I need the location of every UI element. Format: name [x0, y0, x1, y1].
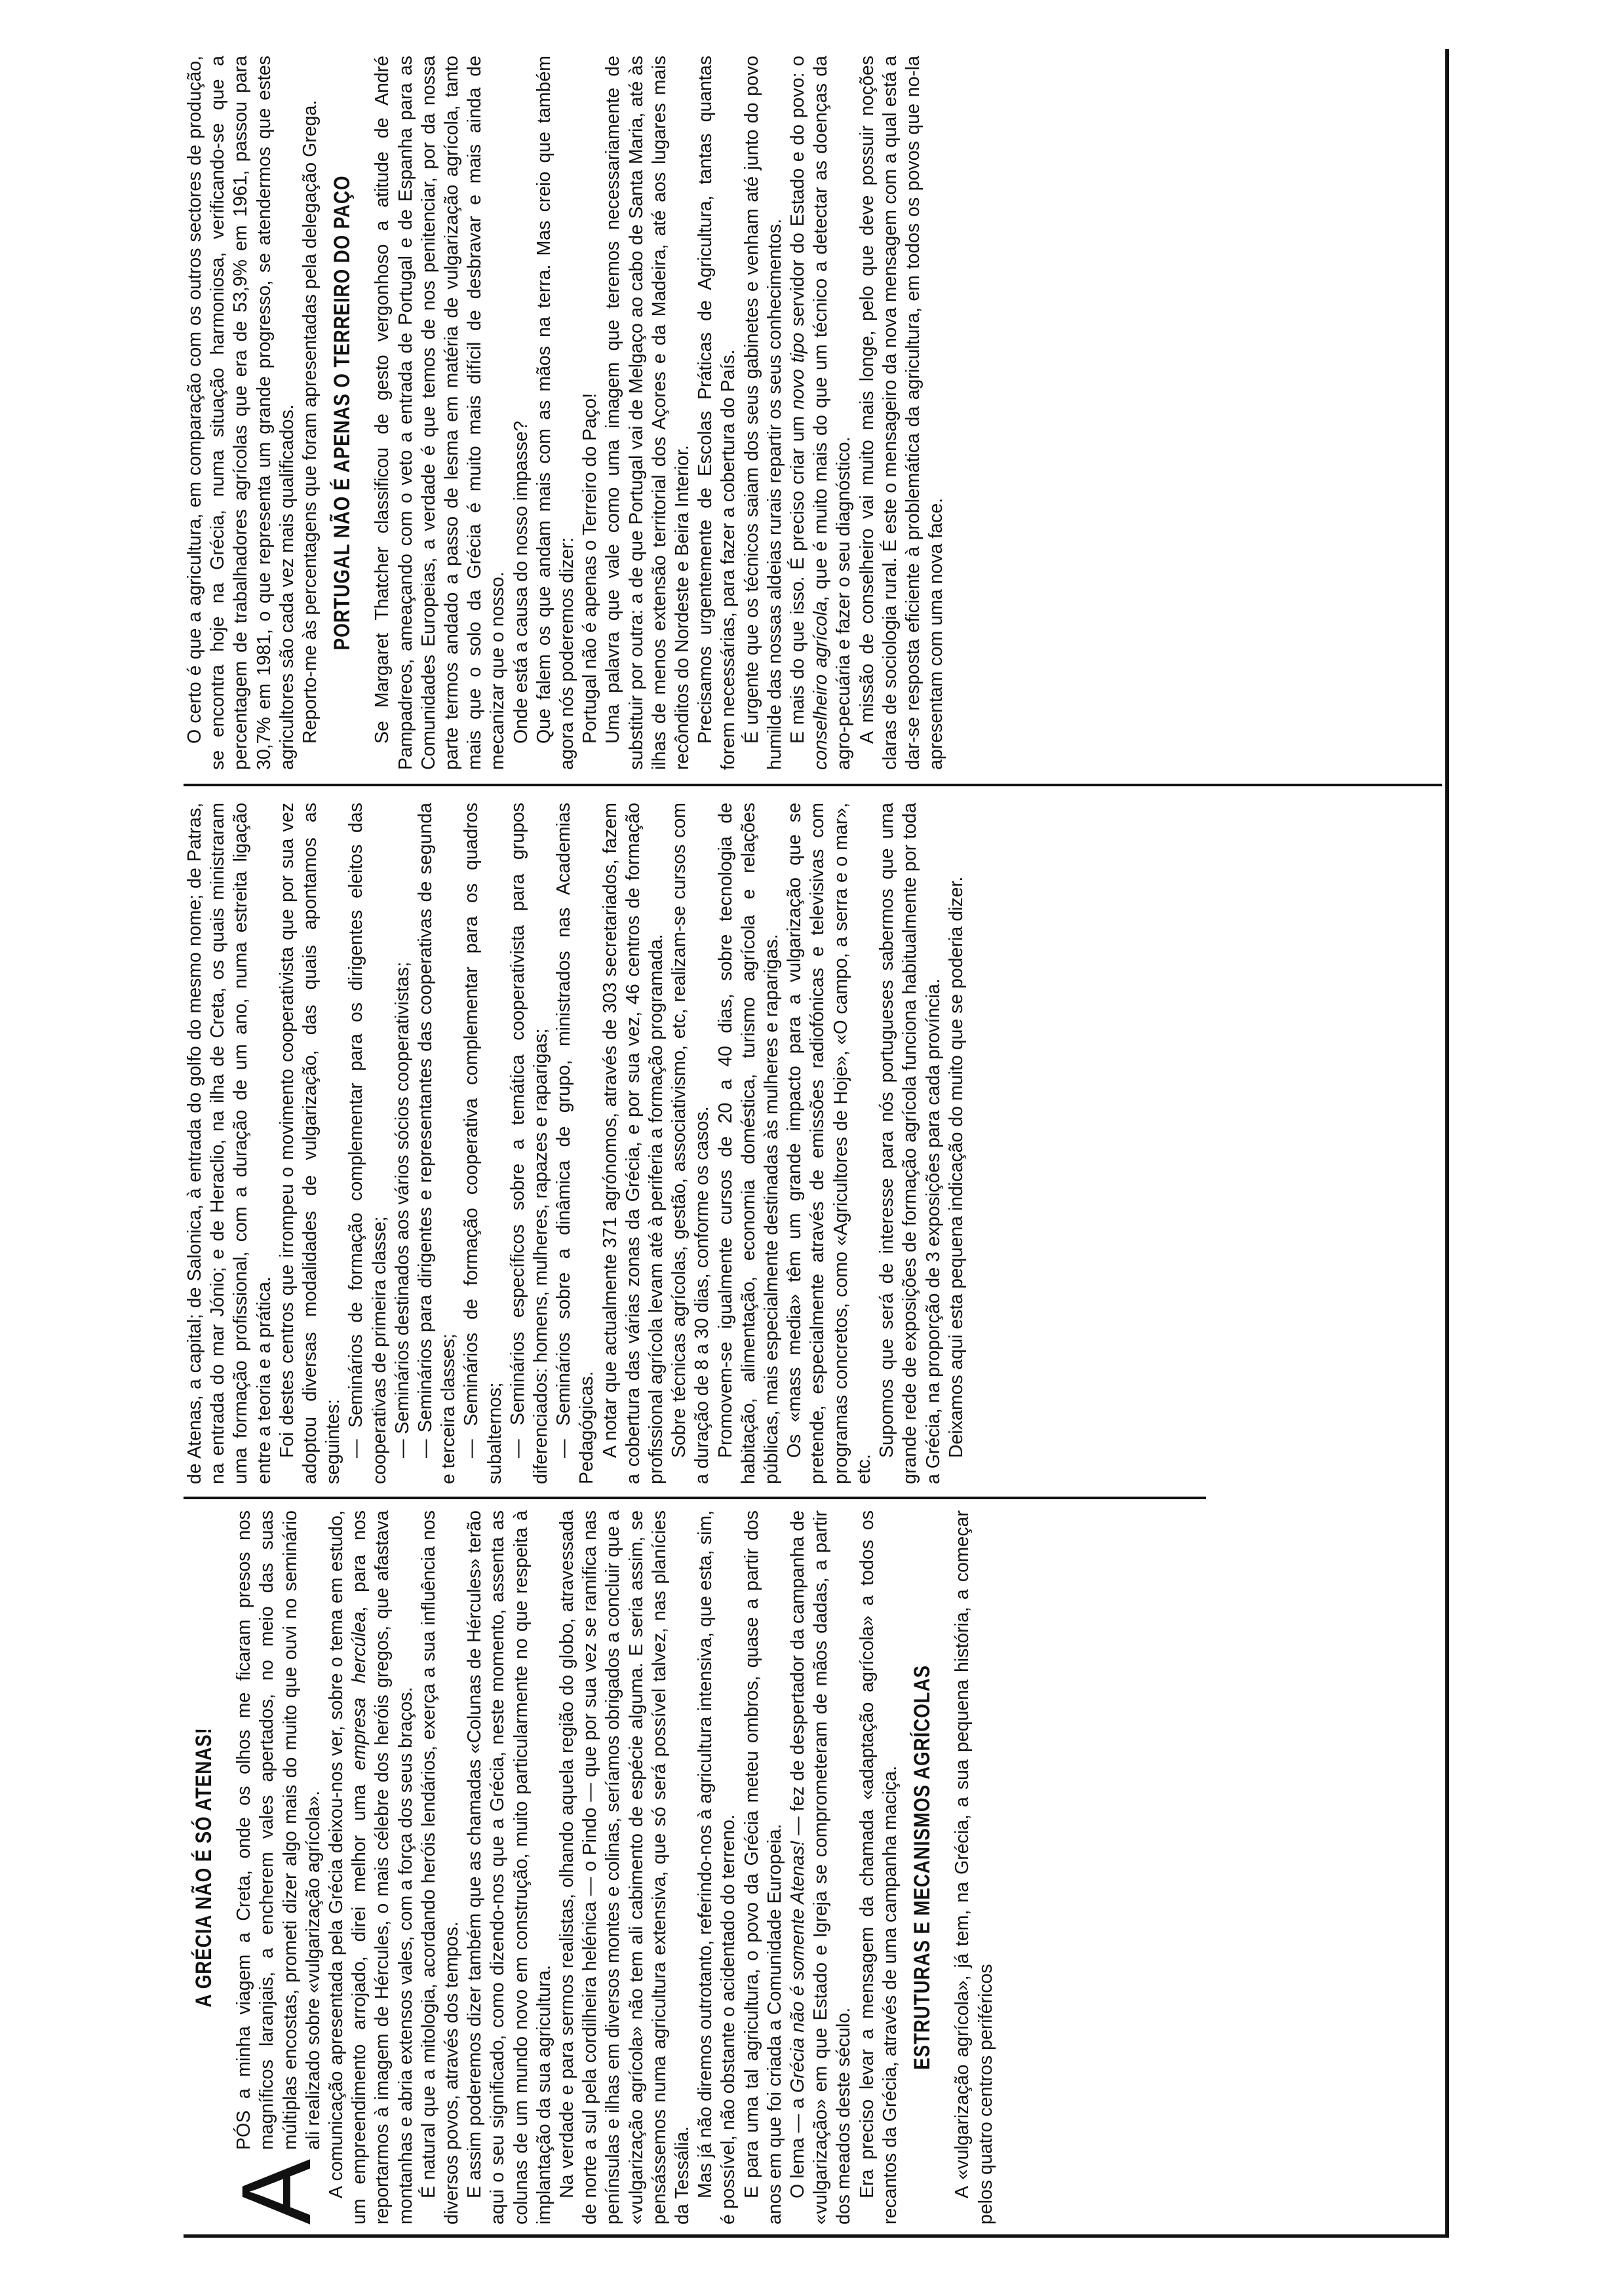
list-item: — Seminários de formação cooperativa complementar para os quadros subalternos;: [461, 803, 505, 1484]
paragraph: A «vulgarização agrícola», já tem, na Grécia, a sua pequena história, a começar pelos quatro centros periféricos: [952, 1510, 996, 2225]
paragraph: A missão de conselheiro vai muito mais longe, pelo que deve possuir noções claras de sociologia rural. É este o mensageiro da nova mensagem com a qual está a dar-se resposta eficiente à problemática da agricultura, em todos os povos que no-la apresentam com uma nova face.: [856, 56, 947, 770]
paragraph: E assim poderemos dizer também que as chamadas «Colunas de Hércules» terão aqui o seu significado, como dizendo-nos que a Grécia, neste momento, assenta as colunas de um mundo novo em construção, muito particularmente no que respeita à implantação da sua agricultura.: [464, 1510, 555, 2225]
paragraph: Se Margaret Thatcher classificou de gesto vergonhoso a atitude de André Pampadreos, ameaçando com o veto a entrada de Portugal e de Espanha para as Comunidades Europeias, a verdade é que temos de nos penitenciar, por da nossa parte termos andado a passo de lesma em matéria de vulgarização agrícola, tanto mais que o solo da Grécia é muito mais difícil de desbravar e mais ainda de mecanizar que o nosso.: [372, 56, 509, 770]
list-item: — Seminários sobre a dinâmica de grupo, ministrados nas Academias Pedagógicas.: [553, 803, 598, 1484]
list-item: — Seminários específicos sobre a temática cooperativista para grupos diferenciados: homens, mulheres, rapazes e raparigas;: [507, 803, 552, 1484]
paragraph: A PÓS a minha viagem a Creta, onde os olhos me ficaram presos nos magníficos laranjais, a encherem vales apertados, no meio das suas múltiplas encostas, prometi dizer algo mais do muito que ouvi no seminário ali realizado sobre «vulgarização agrícola».: [221, 1510, 332, 2225]
paragraph: Reporto-me às percentagens que foram apresentadas pela delegação Grega.: [300, 100, 321, 744]
article-column-3: [184, 56, 1442, 770]
list-item: — Seminários destinados aos vários sócios cooperativistas;: [391, 961, 413, 1458]
article-column-1: [184, 1510, 1442, 2225]
section-heading: A GRÉCIA NÃO É SÓ ATENAS!: [191, 1727, 216, 2008]
column-divider: [184, 784, 1442, 786]
paragraph: Na verdade e para sermos realistas, olhando aquela região do globo, atravessada de norte a sul pela cordilheira helénica — o Pindo — que por sua vez se ramifica nas penínsulas e ilhas em diversos montes e colinas, seríamos obrigados a concluir que a «vulgarização agrícola» não tem ali cabimento de espécie alguma. E seria assim, se pensássemos numa agricultura extensiva, que só será possível talvez, nas planícies da Tessália.: [556, 1510, 693, 2225]
paragraph: de Atenas, a capital; de Salonica, à entrada do golfo do mesmo nome; de Patras, na entrada do mar Jónio; e de Heraclio, na ilha de Creta, os quais ministraram uma formação profissional, com a duração de um ano, numa estreita ligação entre a teoria e a prática.: [184, 803, 275, 1484]
drop-cap: A: [221, 2158, 332, 2225]
paragraph: Portugal não é apenas o Terreiro do Paço!: [579, 392, 601, 744]
paragraph: Promovem-se igualmente cursos de 20 a 40 dias, sobre tecnologia de habitação, alimentação, economia doméstica, turismo agrícola e relações públicas, mais especialmente destinadas às mulheres e raparigas.: [714, 803, 783, 1484]
paragraph: Supomos que será de interesse para nós portugueses sabermos que uma grande rede de exposições de formação agrícola funciona habitualmente por toda a Grécia, na proporção de 3 exposições para cada província.: [876, 803, 944, 1484]
paragraph: Foi destes centros que irrompeu o movimento cooperativista que por sua vez adoptou diversas modalidades de vulgarização, das quais apontamos as seguintes:: [276, 803, 344, 1484]
paragraph: A notar que actualmente 371 agrónomos, através de 303 secretariados, fazem a cobertura das várias zonas da Grécia, e por sua vez, 46 centros de formação profissional agrícola levam até à periferia a formação programada.: [599, 803, 667, 1484]
paragraph: A comunicação apresentada pela Grécia deixou-nos ver, sobre o tema em estudo, um empreendimento arrojado, direi melhor uma empresa hercúlea, para nos reportarmos à imagem de Hércules, o mais célebre dos heróis gregos, que afastava montanhas e abria extensos vales, com a força dos seus braços.: [326, 1510, 416, 2225]
paragraph: Os «mass media» têm um grande impacto para a vulgarização que se pretende, especialmente através de emissões radiofónicas e televisivas com programas concretos, como «Agricultores de Hoje», «O campo, a serra e o mar», etc.: [784, 803, 874, 1484]
paragraph: Sobre técnicas agrícolas, gestão, associativismo, etc, realizam-se cursos com a duração de 8 a 30 dias, conforme os casos.: [669, 803, 713, 1484]
paragraph: O certo é que a agricultura, em comparação com os outros sectores de produção, se encontra hoje na Grécia, numa situação harmoniosa, verificando-se que a percentagem de trabalhadores agrícolas que era de 53,9% em 1961, passou para 30,7% em 1981, o que representa um grande progresso, se atendermos que estes agricultores são cada vez mais qualificados.: [184, 56, 298, 770]
paragraph: O lema — a Grécia não é somente Atenas! — fez de despertador da campanha de «vulgarização» em que Estado e Igreja se comprometeram de mãos dadas, a partir dos meados deste século.: [787, 1510, 855, 2225]
article-column-2: [184, 803, 1442, 1484]
paragraph: Uma palavra que vale como uma imagem que teremos necessariamente de substituir por outra: a de que Portugal vai de Melgaço ao cabo de Santa Maria, até às ilhas de menos extensão territorial dos Açores e da Madeira, até aos lugares mais recônditos do Nordeste e Beira Interior.: [602, 56, 693, 770]
list-item: — Seminários para dirigentes e representantes das cooperativas de segunda e terceira classes;: [415, 803, 459, 1484]
paragraph: É natural que a mitologia, acordando heróis lendários, exerça a sua influência nos diversos povos, através dos tempos.: [418, 1510, 463, 2225]
paragraph: Que falem os que andam mais com as mãos na terra. Mas creio que também agora nós poderemos dizer:: [533, 56, 578, 770]
paragraph: E mais do que isso. É preciso criar um novo tipo servidor do Estado e do povo: o conselheiro agrícola, que é muito mais do que um técnico a detectar as doenças da agro-pecuária e fazer o seu diagnóstico.: [787, 56, 855, 770]
paragraph: Mas já não diremos outrotanto, referindo-nos à agricultura intensiva, que esta, sim, é possível, não obstante o acidentado do terreno.: [695, 1510, 739, 2225]
section-heading: PORTUGAL NÃO É APENAS O TERREIRO DO PAÇO: [330, 175, 355, 651]
rotated-article-page: [184, 49, 1445, 2238]
paragraph: Onde está a causa do nosso impasse?: [510, 421, 532, 744]
paragraph: Precisamos urgentemente de Escolas Práticas de Agricultura, tantas quantas forem necessárias, para fazer a cobertura do País.: [695, 56, 739, 770]
page-border-right: [1445, 49, 1449, 2238]
list-item: — Seminários de formação complementar para os dirigentes eleitos das cooperativas de primeira classe;: [345, 803, 390, 1484]
column-divider: [184, 1497, 1206, 1499]
paragraph: É urgente que os técnicos saiam dos seus gabinetes e venham até junto do povo humilde das nossas aldeias rurais repartir os seus conhecimentos.: [741, 56, 785, 770]
paragraph: E para uma tal agricultura, o povo da Grécia meteu ombros, quase a partir dos anos em que foi criada a Comunidade Europeia.: [741, 1510, 785, 2225]
section-heading: ESTRUTURAS E MECANISMOS AGRÍCOLAS: [910, 1665, 935, 2070]
paragraph: Deixamos aqui esta pequena indicação do muito que se poderia dizer.: [945, 876, 967, 1458]
paragraph: Era preciso levar a mensagem da chamada «adaptação agrícola» a todos os recantos da Grécia, através de uma campanha maciça.: [856, 1510, 901, 2225]
